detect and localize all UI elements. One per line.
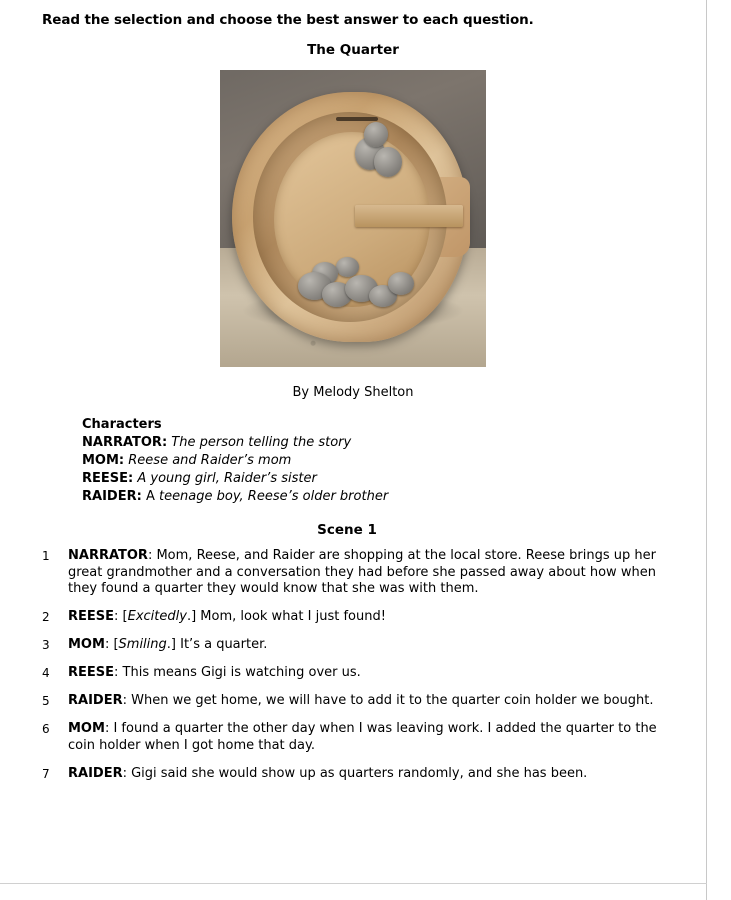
script-line [42, 609, 664, 626]
line-body [68, 766, 664, 783]
passage-image [220, 70, 486, 367]
stage-direction: Smiling [118, 637, 167, 653]
scene-heading: Scene 1 [317, 521, 377, 538]
script-line [42, 637, 664, 654]
script-line [42, 721, 664, 755]
line-speaker: MOM [68, 637, 105, 653]
scrollbar-gutter[interactable] [707, 0, 731, 900]
character-entry-narrator [82, 434, 672, 452]
author-byline: By Melody Shelton [292, 385, 414, 400]
line-number: 3 [42, 638, 50, 653]
line-speaker: REESE [68, 665, 115, 681]
coin-bank-letter-bar [355, 205, 464, 228]
line-body: REESE: [Excitedly.] Mom, look what I just found! [68, 609, 386, 625]
line-number: 4 [42, 666, 50, 681]
line-number: 1 [42, 548, 50, 563]
stage-direction: Excitedly [127, 609, 187, 625]
line-number: 6 [42, 721, 50, 736]
character-entry-reese [82, 470, 672, 488]
line-body [68, 721, 664, 755]
character-description: teenage boy, Reese’s older brother [158, 488, 389, 504]
line-number: 7 [42, 766, 50, 781]
line-body: MOM: [Smiling.] It’s a quarter. [68, 637, 268, 653]
line-speaker: NARRATOR [68, 547, 148, 563]
character-name: REESE: [82, 470, 134, 486]
line-dialogue: : When we get home, we will have to add it to the quarter coin holder we bought. [122, 693, 654, 709]
character-description: Reese and Raider’s mom [128, 452, 292, 468]
line-body [68, 548, 664, 599]
character-description: The person telling the story [171, 434, 352, 450]
character-description: A young girl, Raider’s sister [137, 470, 317, 486]
script-line [42, 548, 664, 599]
character-entry-raider [82, 488, 672, 506]
character-name: MOM: [82, 452, 125, 468]
line-body [68, 693, 664, 710]
passage-title: The Quarter [307, 42, 399, 58]
line-dialogue: It’s a quarter. [180, 637, 268, 653]
coin-bank-graphic [232, 92, 468, 342]
line-speaker: RAIDER [68, 765, 123, 781]
characters-heading: Characters [82, 417, 162, 432]
script-line [42, 665, 664, 682]
script-line [42, 693, 664, 710]
character-name: NARRATOR: [82, 434, 168, 450]
script-line [42, 766, 664, 783]
coin [374, 147, 402, 177]
page-divider [0, 883, 707, 884]
line-dialogue: : This means Gigi is watching over us. [114, 665, 361, 681]
character-entry-mom [82, 452, 672, 470]
line-number: 2 [42, 610, 50, 625]
line-dialogue: : I found a quarter the other day when I was leaving work. I added the quarter to the coin holder when I got home that day. [68, 720, 657, 753]
line-dialogue: : Mom, Reese, and Raider are shopping at the local store. Reese brings up her great grandmother and a conversation they had before she passed away about how when they found a quarter they would know that she was with them. [68, 547, 656, 597]
script-lines [42, 548, 664, 783]
line-speaker: REESE [68, 609, 115, 625]
line-body [68, 665, 664, 682]
character-description-prefix: A [145, 488, 159, 504]
line-dialogue: : Gigi said she would show up as quarters randomly, and she has been. [122, 765, 588, 781]
character-name: RAIDER: [82, 488, 142, 504]
instruction-text: Read the selection and choose the best answer to each question. [42, 12, 534, 28]
line-speaker: MOM [68, 720, 105, 736]
line-number: 5 [42, 694, 50, 709]
line-dialogue: Mom, look what I just found! [200, 609, 386, 625]
line-speaker: RAIDER [68, 693, 123, 709]
coin [388, 272, 414, 295]
coin-slot [336, 117, 378, 121]
characters-block [82, 416, 672, 506]
